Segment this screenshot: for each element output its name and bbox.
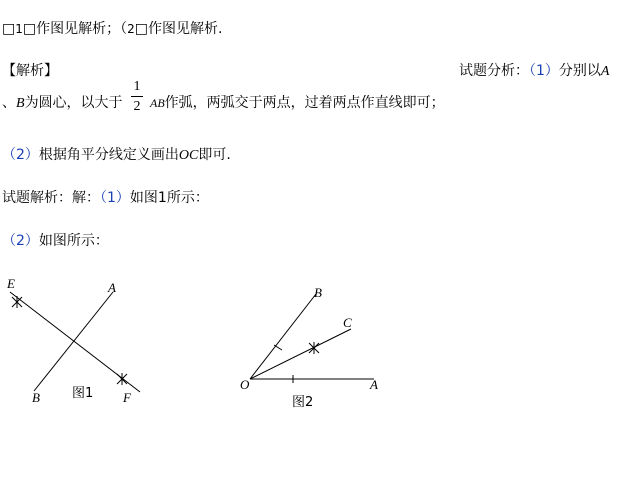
point-label: B: [16, 96, 25, 111]
point-label-O: O: [240, 377, 250, 392]
solution-part1: [2, 189, 209, 207]
arc-mark-lower: [117, 373, 127, 385]
hint-text: 作弧，两弧交于两点，过着两点作直线即可；: [164, 95, 445, 111]
point-label-A: A: [108, 280, 116, 295]
solution-part2: [2, 232, 109, 250]
part-number: 2: [127, 22, 135, 36]
solution-label: 试题解析：解：: [2, 190, 100, 206]
segment-label: AB: [150, 96, 165, 110]
hint-text: 即可.: [198, 147, 231, 163]
placeholder-box: □: [2, 21, 16, 37]
point-label-B: B: [314, 285, 322, 300]
answer-text: 作图见解析.: [147, 21, 223, 37]
analysis-hint: [459, 62, 609, 81]
part-number: （1）: [100, 190, 130, 206]
hint-text: 为圆心，以大于: [24, 95, 123, 111]
point-label-F: F: [123, 390, 131, 405]
line-AB: [34, 292, 113, 391]
fraction-bar: [131, 96, 143, 97]
ray-OC: [250, 329, 351, 379]
tick-mark-OB: [274, 345, 282, 350]
answer-line: [2, 20, 222, 38]
part-number: （1）: [529, 63, 559, 79]
placeholder-box: □: [22, 21, 37, 37]
analysis-line2-left: [2, 94, 123, 113]
placeholder-box: □: [134, 21, 148, 37]
point-label-C: C: [343, 315, 352, 330]
solution-text: 如图1所示：: [129, 190, 209, 206]
hint-text: 根据角平分线定义画出: [38, 147, 179, 163]
fraction-denominator: 2: [133, 99, 141, 114]
hint-text: 分别以: [558, 63, 601, 79]
point-label-A: A: [370, 377, 378, 392]
part-number: 1: [15, 22, 23, 36]
arc-intersection-mark: [309, 342, 319, 354]
figure-1-caption: 图1: [72, 386, 94, 401]
ray-OB: [250, 294, 316, 379]
answer-text: 作图见解析；（: [36, 21, 128, 37]
figure-2-caption: 图2: [292, 395, 314, 410]
point-label-E: E: [7, 276, 15, 291]
part-number: （2）: [2, 233, 39, 249]
analysis-heading: 【解析】: [2, 63, 58, 79]
point-label-B: B: [32, 390, 40, 405]
analysis-line2-right: [150, 94, 445, 112]
hint-label: 试题分析：: [459, 63, 529, 79]
fraction-numerator: 1: [133, 79, 141, 94]
separator: 、: [2, 95, 16, 111]
arc-mark-upper: [12, 296, 22, 308]
point-label: A: [600, 64, 610, 79]
part-number: （2）: [2, 147, 39, 163]
solution-text: 如图所示：: [38, 233, 109, 249]
segment-label: OC: [178, 148, 199, 163]
analysis-part2: [2, 146, 231, 165]
